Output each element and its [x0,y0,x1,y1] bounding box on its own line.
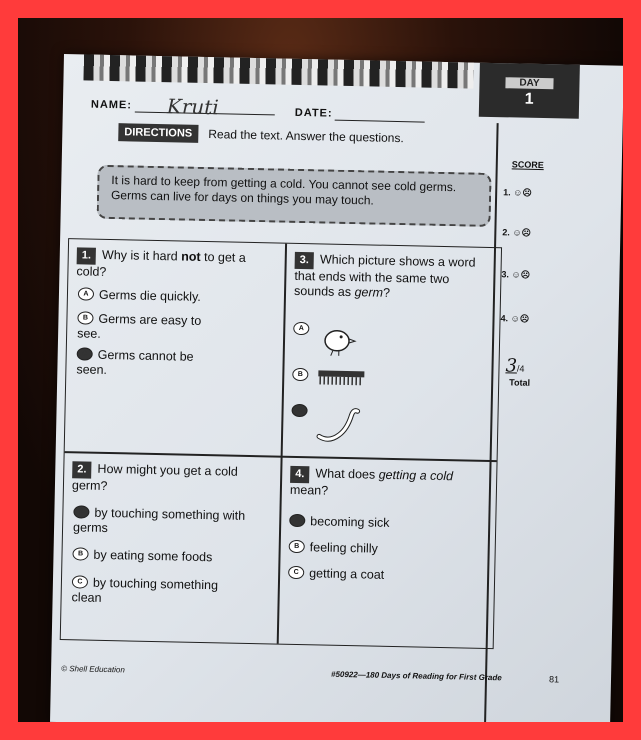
question-1: 1. Why is it hard not to get a cold? [76,247,246,279]
q4-option-c[interactable]: C getting a coat [288,566,384,583]
q3-option-a[interactable]: A [293,322,358,361]
page-number: 81 [548,674,560,685]
score-item-1: 1. ☺☹ [503,187,532,198]
day-number: 1 [524,90,534,108]
score-total: 3/4 [505,355,525,377]
question-2: 2. How might you get a cold germ? [71,461,238,494]
comb-icon [317,368,367,387]
score-total-label: Total [509,377,531,388]
q3-option-b[interactable]: B [292,368,367,392]
footer-book-title: #50922—180 Days of Reading for First Grade [330,669,502,683]
photo-frame [18,18,623,722]
question-4: 4. What does getting a cold mean? [289,466,454,498]
name-label: NAME: [90,98,133,112]
grid-divider-vertical [277,244,287,644]
day-label: DAY [505,77,553,89]
q2-option-c[interactable]: C by touching something clean [71,575,219,605]
score-item-3: 3. ☺☹ [501,269,531,280]
directions-badge: DIRECTIONS [118,123,198,143]
q4-option-a[interactable]: A becoming sick [289,514,389,531]
worksheet-page [50,54,623,722]
name-value: Kruti [166,94,219,120]
directions-text: Read the text. Answer the questions. [208,127,404,146]
reading-passage: It is hard to keep from getting a cold. You cannot see cold germs. Germs can live for days on things you may touch. [97,165,492,227]
q1-option-b[interactable]: B Germs are easy to see. [77,311,202,341]
footer-publisher: © Shell Education [61,664,125,675]
q4-option-b[interactable]: B feeling chilly [289,540,378,557]
score-title: SCORE [511,159,544,171]
q1-option-c[interactable]: C Germs cannot be seen. [76,347,194,377]
bird-icon [317,322,358,357]
q3-option-c[interactable]: C [291,404,366,450]
q2-option-a[interactable]: A by touching something with germs [72,505,246,536]
question-3: 3. Which picture shows a word that ends with the same two sounds as germ? [293,252,476,300]
question-grid [60,238,502,649]
day-tab [479,63,580,119]
score-item-2: 2. ☺☹ [502,227,532,238]
date-line [335,120,425,123]
date-label: DATE: [294,106,333,120]
score-item-4: 4. ☺☹ [500,313,530,324]
q1-option-a[interactable]: A Germs die quickly. [78,287,201,305]
worm-icon [315,404,366,445]
q2-option-b[interactable]: B by eating some foods [72,547,272,566]
